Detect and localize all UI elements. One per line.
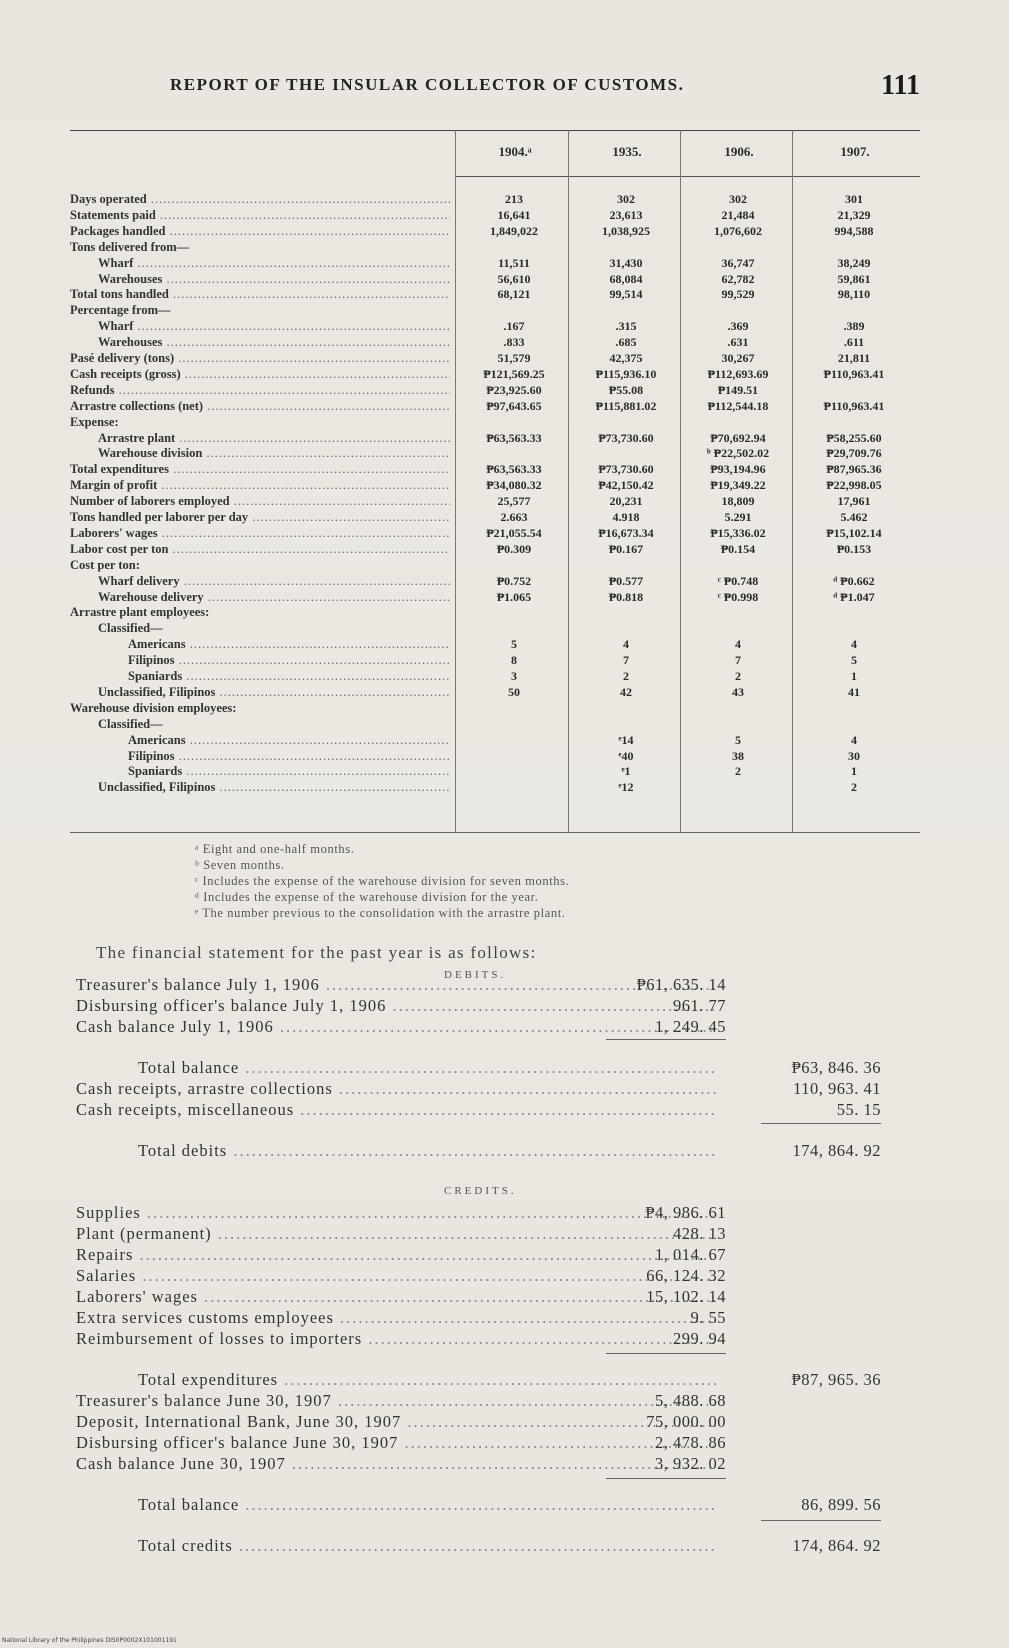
row-value: ₱23,925.60 (486, 382, 542, 397)
row-value: ᶜ ₱0.998 (717, 589, 759, 604)
row-label: Warehouse division ..... (98, 446, 450, 461)
row-value: 302 (617, 192, 635, 206)
row-value: ₱42,150.42 (598, 478, 654, 493)
row-value: ₱0.577 (608, 573, 644, 588)
table-row (70, 780, 920, 796)
row-value: ₱115,881.02 (595, 398, 657, 413)
row-value: ₱15,336.02 (710, 525, 766, 540)
statement-label: Reimbursement of losses to importers ..... (76, 1329, 716, 1349)
statement-label: Repairs ..... (76, 1245, 716, 1265)
column-header: 1935. (612, 144, 642, 159)
table-row (70, 558, 920, 574)
table-row (70, 637, 920, 653)
row-value: 1,849,022 (490, 223, 538, 238)
statement-label: Total credits ..... (138, 1536, 716, 1556)
table-row (70, 256, 920, 272)
row-value: 50 (508, 684, 520, 699)
row-value: 31,430 (609, 255, 643, 270)
table-row (70, 478, 920, 494)
statement-label: Total balance ..... (138, 1495, 716, 1515)
row-value: ₱115,936.10 (595, 366, 657, 381)
row-value: 994,588 (834, 223, 874, 238)
row-value: 4 (623, 637, 629, 652)
statement-row (76, 1454, 936, 1475)
table-row (70, 749, 920, 765)
row-label: Percentage from— (70, 303, 171, 318)
row-value: ₱110,963.41 (823, 366, 885, 381)
statement-row (76, 1141, 936, 1162)
statement-row (76, 1058, 936, 1079)
row-value: 5 (735, 732, 741, 747)
row-label: Arrastre collections (net) ..... (70, 399, 450, 414)
statement-label: Disbursing officer's balance June 30, 1907 ..... (76, 1433, 716, 1453)
row-value: ₱0.167 (608, 541, 644, 556)
row-value: .833 (503, 335, 525, 350)
statement-label: Treasurer's balance July 1, 1906 ..... (76, 975, 716, 995)
row-value: ₱55.08 (608, 382, 644, 397)
table-row (70, 526, 920, 542)
table-row (70, 224, 920, 240)
table-row (70, 319, 920, 335)
statement-row (76, 996, 936, 1017)
row-value: ₱0.153 (836, 541, 872, 556)
table-row (70, 446, 920, 462)
row-value: 1 (851, 669, 857, 683)
statement-row (76, 1329, 936, 1350)
row-value: 5 (511, 637, 517, 652)
row-value: ₱63,563.33 (486, 430, 542, 445)
sum-rule (606, 1353, 726, 1354)
column-header: 1906. (724, 144, 754, 159)
row-value: ₱29,709.76 (826, 446, 882, 461)
statement-label: Cash balance July 1, 1906 ..... (76, 1017, 716, 1037)
row-value: 5.291 (724, 510, 752, 524)
table-row (70, 399, 920, 415)
row-value: 4 (851, 732, 857, 747)
statement-amount: 66, 124. 32 (646, 1266, 726, 1285)
statement-row (76, 1536, 936, 1557)
row-value: 4 (851, 637, 857, 652)
row-value: 302 (729, 192, 747, 206)
row-value: 4 (735, 637, 741, 652)
row-value: ᶜ ₱0.748 (717, 573, 759, 588)
row-label: Warehouse delivery ..... (98, 590, 450, 605)
row-value: ᵉ12 (618, 780, 634, 795)
row-value: ₱15,102.14 (826, 525, 882, 540)
statement-row (76, 1391, 936, 1412)
row-value: 30,267 (721, 351, 755, 365)
row-label: Days operated ..... (70, 192, 450, 207)
row-value: 20,231 (609, 494, 643, 509)
row-label: Filipinos ..... (128, 749, 450, 764)
row-value: 21,329 (837, 207, 871, 222)
row-label: Laborers' wages ..... (70, 526, 450, 541)
running-title: REPORT OF THE INSULAR COLLECTOR OF CUSTOMS. (170, 75, 685, 94)
row-value: 1,076,602 (714, 223, 762, 238)
statement-amount: 174, 864. 92 (792, 1141, 881, 1160)
row-value: ₱110,963.41 (823, 398, 885, 413)
row-value: ᵉ1 (621, 764, 631, 779)
row-value: ₱70,692.94 (710, 430, 766, 445)
table-row (70, 621, 920, 637)
row-value: 43 (732, 684, 744, 699)
table-row (70, 717, 920, 733)
table-row (70, 431, 920, 447)
row-value: ₱0.818 (608, 589, 644, 604)
row-value: 21,484 (721, 207, 755, 222)
section-title: CREDITS. (444, 1185, 517, 1197)
row-label: Labor cost per ton ..... (70, 542, 450, 557)
table-row (70, 510, 920, 526)
statement-amount: 15, 102. 14 (646, 1287, 726, 1306)
statement-amount: 110, 963. 41 (793, 1079, 881, 1098)
intro-sentence: The financial statement for the past year is as follows: (96, 943, 537, 962)
table-row (70, 764, 920, 780)
row-value: ᵉ14 (618, 732, 634, 747)
row-label: Spaniards ..... (128, 669, 450, 684)
statement-row (76, 1370, 936, 1391)
statement-label: Laborers' wages ..... (76, 1287, 716, 1307)
statement-row (76, 1266, 936, 1287)
row-value: ₱149.51 (717, 382, 759, 397)
statement-amount: 2, 478. 86 (655, 1433, 726, 1452)
row-label: Pasé delivery (tons) ..... (70, 351, 450, 366)
row-value: .685 (615, 335, 637, 350)
table-header-rule (455, 176, 920, 177)
row-value: ₱21,055.54 (486, 525, 542, 540)
row-value: 68,121 (497, 287, 531, 302)
table-row (70, 208, 920, 224)
row-value: 21,811 (837, 351, 871, 365)
row-value: 2 (735, 764, 741, 779)
row-value: ₱121,569.25 (483, 366, 545, 381)
table-row (70, 669, 920, 685)
library-footer: National Library of the Philippines DIS0P0002X101001191 (2, 1637, 177, 1644)
row-label: Total tons handled ..... (70, 287, 450, 302)
statement-label: Disbursing officer's balance July 1, 1906 ..... (76, 996, 716, 1016)
row-label: Statements paid ..... (70, 208, 450, 223)
row-value: 1 (851, 764, 857, 779)
statement-amount: 5, 488. 68 (655, 1391, 726, 1410)
row-value: 30 (848, 748, 860, 763)
footnote: ᶜ Includes the expense of the warehouse division for seven months. (195, 874, 570, 888)
table-row (70, 287, 920, 303)
statement-amount: 299. 94 (673, 1329, 726, 1348)
page-header (140, 70, 940, 100)
row-value: ₱93,194.96 (710, 462, 766, 477)
row-value: 4.918 (612, 510, 640, 524)
row-value: ₱0.154 (720, 541, 756, 556)
row-value: 5.462 (840, 510, 868, 524)
row-value: 213 (505, 192, 523, 206)
row-label: Warehouses ..... (98, 335, 450, 350)
row-value: .369 (727, 319, 749, 334)
statement-amount: ₱63, 846. 36 (791, 1058, 881, 1077)
statement-label: Plant (permanent) ..... (76, 1224, 716, 1244)
statement-row (76, 975, 936, 996)
statement-amount: 961. 77 (673, 996, 726, 1015)
statement-row (76, 1495, 936, 1516)
row-value: 38,249 (837, 255, 871, 270)
statement-amount: 428. 13 (673, 1224, 726, 1243)
statement-label: Salaries ..... (76, 1266, 716, 1286)
row-value: ₱1.065 (496, 589, 532, 604)
statement-row (76, 1245, 936, 1266)
row-label: Arrastre plant employees: (70, 605, 210, 620)
statement-label: Deposit, International Bank, June 30, 1907 ..... (76, 1412, 716, 1432)
table-row (70, 462, 920, 478)
row-value: ᵈ ₱1.047 (833, 589, 875, 604)
row-label: Tons handled per laborer per day ..... (70, 510, 450, 525)
statement-row (76, 1287, 936, 1308)
table-row (70, 272, 920, 288)
table-row (70, 653, 920, 669)
row-value: 62,782 (721, 271, 755, 286)
statement-amount: 1, 249. 45 (655, 1017, 726, 1036)
row-value: 16,641 (497, 207, 531, 222)
row-value: ₱22,998.05 (826, 478, 882, 493)
row-label: Cash receipts (gross) ..... (70, 367, 450, 382)
footnote: ᵇ Seven months. (195, 858, 285, 872)
statement-amount: 9. 55 (690, 1308, 726, 1327)
row-label: Filipinos ..... (128, 653, 450, 668)
sum-rule (606, 1039, 726, 1040)
row-value: 7 (623, 653, 629, 668)
table-row (70, 605, 920, 621)
row-value: ₱0.309 (496, 541, 532, 556)
row-value: 99,529 (721, 287, 755, 302)
row-value: 3 (511, 669, 517, 683)
row-label: Classified— (98, 621, 163, 636)
row-label: Americans ..... (128, 733, 450, 748)
row-value: ₱87,965.36 (826, 462, 882, 477)
statement-row (76, 1433, 936, 1454)
row-label: Warehouse division employees: (70, 700, 237, 715)
row-label: Packages handled ..... (70, 224, 450, 239)
row-value: 5 (851, 653, 857, 668)
row-value: 41 (848, 684, 860, 699)
footnotes (195, 842, 815, 922)
row-value: 68,084 (609, 271, 643, 286)
statement-amount: 1, 014. 67 (655, 1245, 726, 1264)
statement-label: Cash receipts, miscellaneous ..... (76, 1100, 716, 1120)
table-row (70, 542, 920, 558)
statement-amount: 75, 000. 00 (646, 1412, 726, 1431)
statement-label: Supplies ..... (76, 1203, 716, 1223)
statement-amount: ₱61, 635. 14 (636, 975, 726, 994)
row-value: 2 (623, 669, 629, 683)
row-value: 17,961 (837, 494, 871, 509)
table-row (70, 685, 920, 701)
page-number: 111 (881, 70, 920, 101)
footnote: ᵃ Eight and one-half months. (195, 842, 355, 856)
row-value: 42 (620, 684, 632, 699)
sum-rule (761, 1123, 881, 1124)
table-row (70, 240, 920, 256)
statement-amount: 86, 899. 56 (801, 1495, 881, 1514)
sum-rule (761, 1520, 881, 1521)
row-label: Number of laborers employed ..... (70, 494, 450, 509)
statement-row (76, 1017, 936, 1038)
row-value: ₱112,544.18 (707, 398, 769, 413)
row-label: Wharf ..... (98, 256, 450, 271)
row-value: ₱0.752 (496, 573, 532, 588)
row-value: ₱34,080.32 (486, 478, 542, 493)
row-value: .315 (615, 319, 637, 334)
table-row (70, 335, 920, 351)
table-row (70, 415, 920, 431)
row-value: 301 (845, 192, 863, 206)
table-row (70, 192, 920, 208)
row-value: 2 (735, 669, 741, 683)
row-label: Unclassified, Filipinos ..... (98, 780, 450, 795)
row-value: .389 (843, 319, 865, 334)
row-value: 51,579 (497, 351, 531, 365)
row-value: ₱73,730.60 (598, 462, 654, 477)
row-value: .611 (843, 335, 865, 350)
row-value: ᵈ ₱0.662 (833, 573, 875, 588)
row-label: Americans ..... (128, 637, 450, 652)
table-row (70, 367, 920, 383)
table-row (70, 574, 920, 590)
table-row (70, 494, 920, 510)
column-header: 1907. (840, 144, 870, 159)
statistics-table (70, 130, 920, 830)
row-label: Arrastre plant ..... (98, 431, 450, 446)
row-value: 59,861 (837, 271, 871, 286)
row-value: 98,110 (837, 287, 871, 302)
statement-label: Cash balance June 30, 1907 ..... (76, 1454, 716, 1474)
row-value: 7 (735, 653, 741, 668)
row-value: ₱16,673.34 (598, 525, 654, 540)
row-value: 2 (851, 780, 857, 795)
statement-amount: ₱87, 965. 36 (791, 1370, 881, 1389)
row-value: 42,375 (609, 351, 643, 365)
row-label: Cost per ton: (70, 557, 140, 572)
row-label: Expense: (70, 414, 119, 429)
statement-amount: 3, 932. 02 (655, 1454, 726, 1473)
statement-label: Total debits ..... (138, 1141, 716, 1161)
row-value: .167 (503, 319, 525, 334)
row-value: 11,511 (498, 255, 530, 270)
table-row (70, 351, 920, 367)
statement-row (76, 1412, 936, 1433)
row-value: 8 (511, 653, 517, 668)
sum-rule (606, 1478, 726, 1479)
table-bottom-rule (70, 832, 920, 833)
statement-label: Treasurer's balance June 30, 1907 ..... (76, 1391, 716, 1411)
row-value: 99,514 (609, 287, 643, 302)
statement-row (76, 1079, 936, 1100)
statement-row (76, 1203, 936, 1224)
row-value: 2.663 (500, 510, 528, 524)
row-label: Warehouses ..... (98, 272, 450, 287)
row-label: Classified— (98, 716, 163, 731)
footnote: ᵈ Includes the expense of the warehouse division for the year. (195, 890, 539, 904)
row-label: Wharf delivery ..... (98, 574, 450, 589)
table-row (70, 590, 920, 606)
row-value: ₱19,349.22 (710, 478, 766, 493)
row-label: Total expenditures ..... (70, 462, 450, 477)
statement-label: Cash receipts, arrastre collections ..... (76, 1079, 716, 1099)
row-value: 25,577 (497, 494, 531, 509)
row-value: ᵉ40 (618, 748, 634, 763)
row-value: ₱73,730.60 (598, 430, 654, 445)
table-row (70, 733, 920, 749)
row-value: ₱63,563.33 (486, 462, 542, 477)
row-value: 1,038,925 (602, 223, 650, 238)
statement-label: Total expenditures ..... (138, 1370, 716, 1390)
row-value: 18,809 (721, 494, 755, 509)
row-value: ₱112,693.69 (707, 366, 769, 381)
row-value: 36,747 (721, 255, 755, 270)
column-header: 1904.ᵃ (498, 144, 532, 159)
row-value: ₱58,255.60 (826, 430, 882, 445)
statement-row (76, 1308, 936, 1329)
table-row (70, 701, 920, 717)
row-label: Margin of profit ..... (70, 478, 450, 493)
row-value: 56,610 (497, 271, 531, 286)
statement-label: Extra services customs employees ..... (76, 1308, 716, 1328)
table-row (70, 383, 920, 399)
section-title: DEBITS. (444, 969, 507, 981)
table-row (70, 303, 920, 319)
statement-row (76, 1224, 936, 1245)
statement-label: Total balance ..... (138, 1058, 716, 1078)
row-label: Refunds ..... (70, 383, 450, 398)
row-value: ₱97,643.65 (486, 398, 542, 413)
row-label: Spaniards ..... (128, 764, 450, 779)
statement-amount: 55. 15 (836, 1100, 881, 1119)
statement-row (76, 1100, 936, 1121)
row-value: ᵇ ₱22,502.02 (706, 446, 770, 461)
row-label: Wharf ..... (98, 319, 450, 334)
row-label: Tons delivered from— (70, 239, 190, 254)
row-value: .631 (727, 335, 749, 350)
row-label: Unclassified, Filipinos ..... (98, 685, 450, 700)
statement-amount: 174, 864. 92 (792, 1536, 881, 1555)
row-value: 23,613 (609, 207, 643, 222)
statement-amount: ₱4, 986. 61 (645, 1203, 726, 1222)
row-value: 38 (732, 748, 744, 763)
footnote: ᵉ The number previous to the consolidation with the arrastre plant. (195, 906, 566, 920)
